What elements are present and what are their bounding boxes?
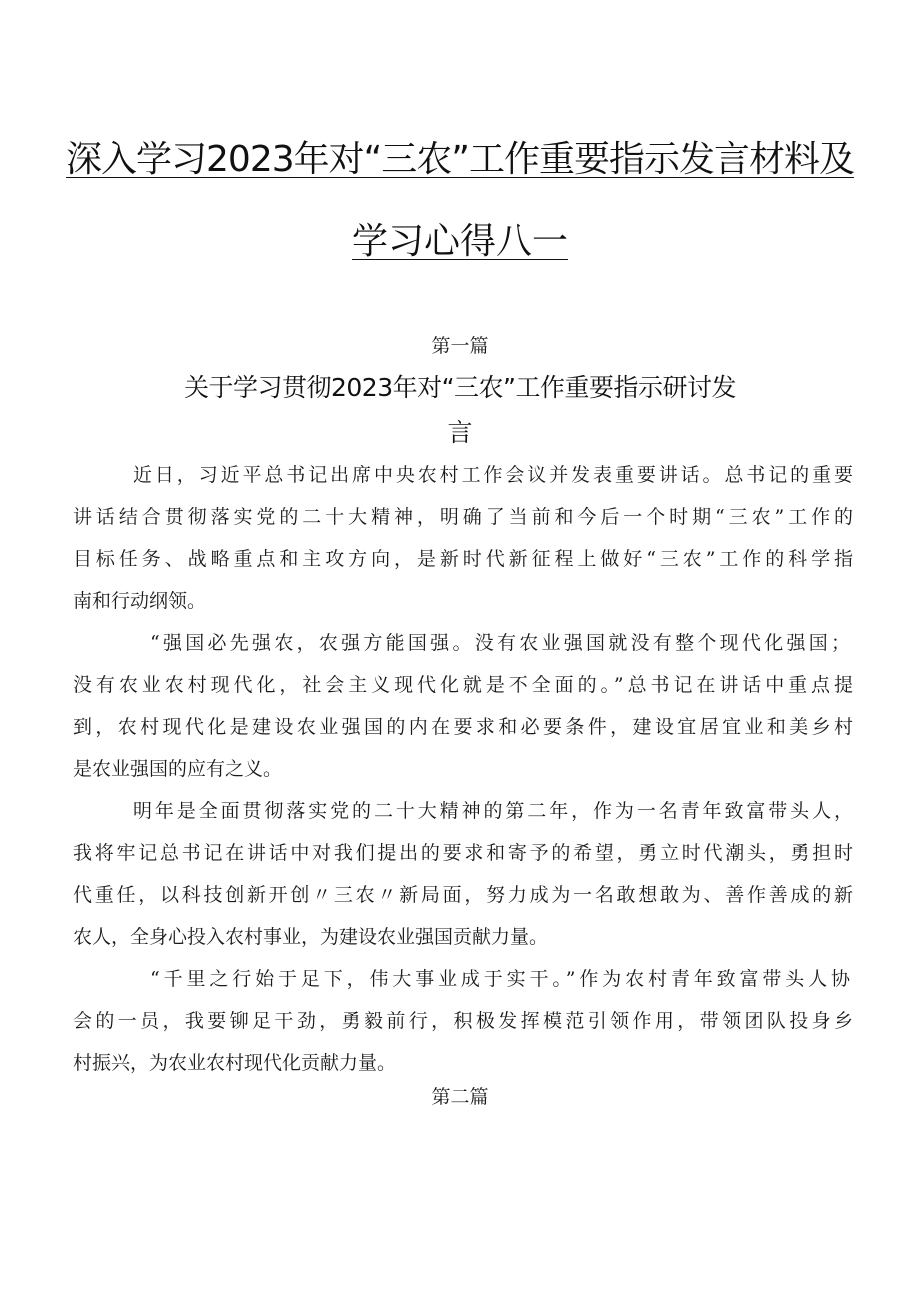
paragraph-4-line-2: 会的一员，我要铆足干劲，勇毅前行，积极发挥模范引领作用，带领团队投身乡 bbox=[73, 1010, 853, 1032]
paragraph-2-line-3: 到，农村现代化是建设农业强国的内在要求和必要条件，建设宜居宜业和美乡村 bbox=[73, 716, 853, 738]
paragraph-4-line-3: 村振兴，为农业农村现代化贡献力量。 bbox=[73, 1052, 397, 1074]
paragraph-3-line-1: 明年是全面贯彻落实党的二十大精神的第二年，作为一名青年致富带头人， bbox=[133, 800, 853, 822]
paragraph-2-line-1: “强国必先强农，农强方能国强。没有农业强国就没有整个现代化强国； bbox=[150, 632, 850, 654]
paragraph-1-line-3: 目标任务、战略重点和主攻方向，是新时代新征程上做好“三农”工作的科学指 bbox=[73, 548, 853, 570]
section-1-title-line-1: 关于学习贯彻2023年对“三农”工作重要指示研讨发 bbox=[183, 373, 737, 402]
paragraph-3-line-4: 农人，全身心投入农村事业，为建设农业强国贡献力量。 bbox=[73, 926, 549, 948]
section-2-label: 第二篇 bbox=[431, 1086, 489, 1108]
paragraph-2-line-4: 是农业强国的应有之义。 bbox=[73, 758, 283, 780]
paragraph-3-line-2: 我将牢记总书记在讲话中对我们提出的要求和寄予的希望，勇立时代潮头，勇担时 bbox=[73, 842, 853, 864]
paragraph-2-line-2: 没有农业农村现代化，社会主义现代化就是不全面的。”总书记在讲话中重点提 bbox=[73, 674, 853, 696]
section-1-label: 第一篇 bbox=[431, 335, 489, 357]
document-title-line-2: 学习心得八一 bbox=[351, 221, 568, 262]
paragraph-4-line-1: “千里之行始于足下，伟大事业成于实干。”作为农村青年致富带头人协 bbox=[150, 968, 850, 990]
paragraph-1-line-4: 南和行动纲领。 bbox=[73, 590, 207, 612]
paragraph-3-line-3: 代重任，以科技创新开创〃三农〃新局面，努力成为一名敢想敢为、善作善成的新 bbox=[73, 884, 853, 906]
paragraph-1-line-2: 讲话结合贯彻落实党的二十大精神，明确了当前和今后一个时期“三农”工作的 bbox=[73, 506, 853, 528]
section-1-title-line-2: 言 bbox=[447, 418, 473, 447]
document-title-line-1: 深入学习2023年对“三农”工作重要指示发言材料及 bbox=[66, 139, 854, 180]
paragraph-1-line-1: 近日，习近平总书记出席中央农村工作会议并发表重要讲话。总书记的重要 bbox=[133, 464, 853, 486]
